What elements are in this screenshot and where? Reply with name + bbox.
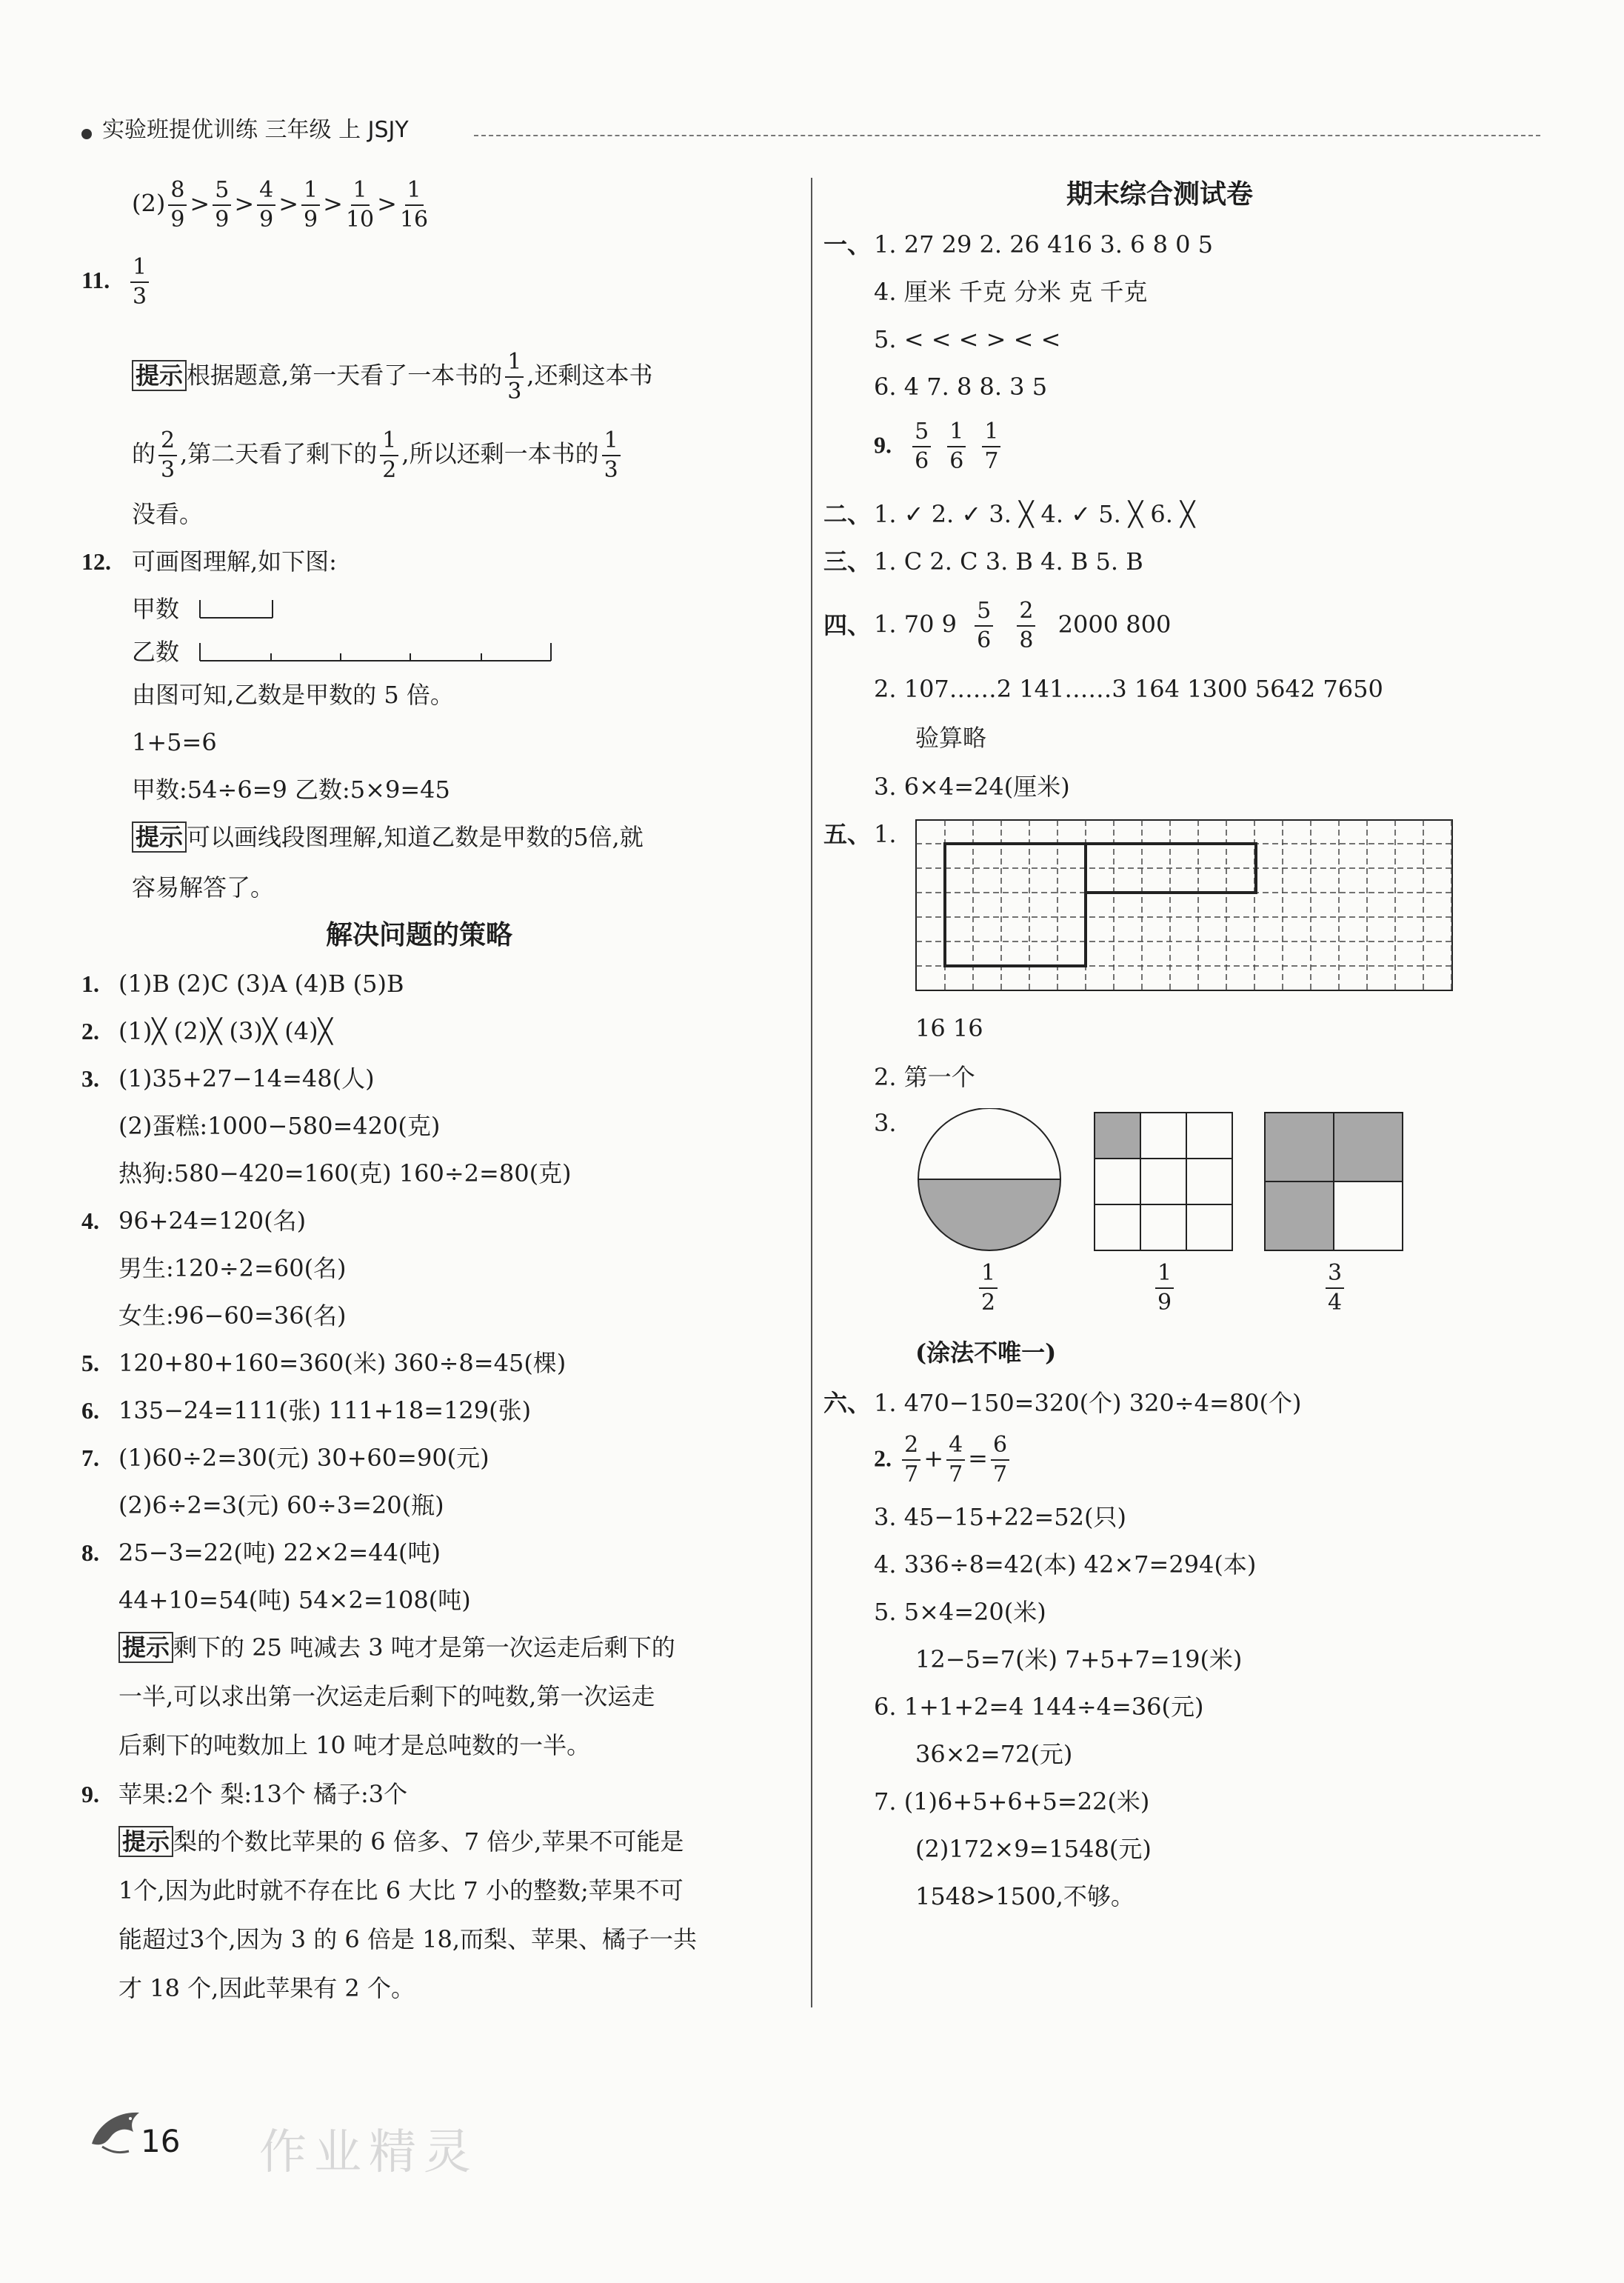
q11-answer (127, 256, 152, 308)
s2-q7-line1: (1)60÷2=30(元) 30+60=90(元) (118, 1444, 489, 1472)
s2-q9-hint2: 1个,因为此时就不存在比 6 大比 7 小的整数;苹果不可 (118, 1876, 684, 1904)
q12-hint-line1: 提示 可以画线段图理解,知道乙数是甲数的5倍,就 (132, 821, 644, 853)
part3-label: 三、 (823, 548, 872, 575)
s2-q1-answer: (1)B (2)C (3)A (4)B (5)B (118, 970, 404, 998)
ninth-shaded-grid (1093, 1111, 1234, 1252)
fraction: $\frac{2}{8}$ (1017, 600, 1035, 652)
fraction: $\frac{2}{3}$ (158, 430, 177, 481)
hint-tag: 提示 (118, 1632, 173, 1663)
dolphin-logo-icon (87, 2102, 147, 2159)
fraction: $\frac{4}{7}$ (946, 1434, 965, 1486)
plus-sign: + (923, 1444, 944, 1473)
segment-a (198, 599, 280, 621)
part5-q3-number: 3. (874, 1109, 897, 1137)
fraction: $\frac{1}{2}$ (380, 430, 398, 481)
fraction (912, 421, 931, 473)
s2-q8-hint2: 一半,可以求出第一次运走后剩下的吨数,第一次运走 (118, 1682, 655, 1710)
part6-line7b: (2)172×9=1548(元) (915, 1835, 1152, 1863)
part6-line4: 4. 336÷8=42(本) 42×7=294(本) (874, 1550, 1257, 1579)
s2-q4-line2: 男生:120÷2=60(名) (118, 1254, 347, 1282)
part1-line5: 5. < < < > < < (874, 325, 1061, 353)
q12-line3: 由图可知,乙数是甲数的 5 倍。 (132, 681, 454, 709)
fraction: $\frac{1}{3}$ (505, 351, 524, 403)
s2-q8-line1: 25−3=22(吨) 22×2=44(吨) (118, 1539, 441, 1567)
s2-q8-hint1: 提示 剩下的 25 吨减去 3 吨才是第一次运走后剩下的 (118, 1631, 675, 1664)
fraction (213, 179, 231, 231)
part2-label: 二、 (823, 501, 872, 527)
hint-tag: 提示 (132, 821, 187, 853)
fraction (346, 179, 374, 231)
fraction (168, 179, 187, 231)
part6-line5: 5. 5×4=20(米) (874, 1598, 1046, 1626)
s2-q8-number: 8. (81, 1539, 99, 1566)
denominator: 10 (345, 207, 375, 233)
part1-label: 一、 (823, 231, 872, 258)
watermark: 作业精灵 (259, 2125, 478, 2180)
part5-grid-answer: 16 16 (915, 1014, 983, 1042)
part1-line9: 9. $\frac{5}{6}$ $\frac{1}{6}$ $\frac{1}{7}$ (874, 421, 1003, 473)
three-quarter-shaded-square (1263, 1111, 1404, 1252)
s2-q7-number: 7. (81, 1444, 99, 1471)
fraction (301, 179, 320, 231)
s2-q8-hint3: 后剩下的吨数加上 10 吨才是总吨数的一半。 (118, 1731, 591, 1759)
s2-q2-number: 2. (81, 1018, 99, 1044)
header-title: 实验班提优训练 三年级 上 JSJY (102, 117, 409, 143)
greater-than-sign: > (323, 189, 343, 218)
q12-line5: 甲数:54÷6=9 乙数:5×9=45 (132, 776, 450, 804)
denominator: 6 (949, 448, 964, 474)
numerator: 4 (257, 179, 275, 206)
part6-line7c: 1548>1500,不够。 (915, 1882, 1135, 1910)
numerator: 1 (351, 179, 370, 206)
numerator: 1 (982, 421, 1000, 447)
s2-q3-number: 3. (81, 1065, 99, 1092)
segment-b (198, 641, 561, 664)
q12-hint-line2: 容易解答了。 (132, 873, 275, 901)
greater-than-sign: > (278, 189, 299, 218)
greater-than-sign: > (377, 189, 397, 218)
fraction: $\frac{3}{4}$ (1326, 1262, 1344, 1314)
part6-line6: 6. 1+1+2=4 144÷4=36(元) (874, 1693, 1204, 1721)
s2-q4-number: 4. (81, 1207, 99, 1234)
part6-line6b: 36×2=72(元) (915, 1740, 1073, 1768)
dotted-grid-figure (915, 819, 1454, 993)
s2-q9-hint3: 能超过3个,因为 3 的 6 倍是 18,而梨、苹果、橘子一共 (118, 1925, 698, 1953)
part2-answers: 1. ✓ 2. ✓ 3. ╳ 4. ✓ 5. ╳ 6. ╳ (874, 500, 1195, 528)
s2-q9-hint1: 提示 梨的个数比苹果的 6 倍多、7 倍少,苹果不可能是 (118, 1825, 684, 1858)
part4-line3: 3. 6×4=24(厘米) (874, 773, 1070, 801)
half-shaded-circle (912, 1108, 1068, 1256)
l10-2-fractions: (2) $\frac{8}{9}$ > $\frac{5}{9}$ > $\frac{4}{9}$ > $\frac{1}{9}$ > $\frac{1}{10}$ > $\frac{1}{16}$ (132, 179, 431, 231)
part4-label: 四、 (823, 612, 872, 639)
fraction: $\frac{1}{2}$ (979, 1262, 998, 1314)
s2-q4-line1: 96+24=120(名) (118, 1207, 307, 1235)
part1-line4: 4. 厘米 千克 分米 克 千克 (874, 278, 1148, 306)
part6-line3: 3. 45−15+22=52(只) (874, 1503, 1126, 1531)
numerator: 1 (947, 421, 966, 447)
part5-label: 五、 (823, 821, 872, 847)
denominator: 9 (170, 207, 185, 233)
q11-hint-line3: 没看。 (132, 500, 204, 528)
q12-line4: 1+5=6 (132, 728, 217, 756)
numerator: 5 (213, 179, 231, 206)
part3-answers: 1. C 2. C 3. B 4. B 5. B (874, 547, 1143, 576)
q12-a-label: 甲数 (132, 595, 180, 623)
s2-q2-answer: (1)╳ (2)╳ (3)╳ (4)╳ (118, 1017, 333, 1045)
hint-tag: 提示 (132, 360, 187, 391)
q12-b-label: 乙数 (132, 638, 180, 666)
part6-label: 六、 (823, 1390, 872, 1416)
denominator: 9 (259, 207, 274, 233)
denominator: 7 (984, 448, 999, 474)
hint-tag: 提示 (118, 1826, 173, 1857)
greater-than-sign: > (234, 189, 255, 218)
s2-q6-line1: 135−24=111(张) 111+18=129(张) (118, 1396, 532, 1424)
s2-q7-line2: (2)6÷2=3(元) 60÷3=20(瓶) (118, 1491, 444, 1519)
s2-q4-line3: 女生:96−60=36(名) (118, 1302, 347, 1330)
part6-line5b: 12−5=7(米) 7+5+7=19(米) (915, 1645, 1243, 1673)
part5-note: (涂法不唯一) (915, 1339, 1057, 1367)
shade-fraction-1 (976, 1262, 1000, 1314)
part1-line1: 1. 27 29 2. 26 416 3. 6 8 0 5 (874, 230, 1213, 259)
numerator: 8 (168, 179, 187, 206)
s2-q5-number: 5. (81, 1350, 99, 1376)
fraction (982, 421, 1000, 473)
column-divider (811, 178, 812, 2007)
s2-q1-number: 1. (81, 970, 99, 997)
part4-line1: 1. 70 9 $\frac{5}{6}$ $\frac{2}{8}$ 2000 800 (874, 598, 1172, 653)
denominator: 16 (399, 207, 429, 233)
numerator: 1 (405, 179, 424, 206)
part5-q2: 2. 第一个 (874, 1063, 975, 1091)
part5-q1-number: 1. (874, 820, 897, 848)
fraction (400, 179, 428, 231)
s2-q3-line1: (1)35+27−14=48(人) (118, 1064, 375, 1093)
part4-line2b: 验算略 (915, 724, 987, 752)
q11-hint-line1: 提示 根据题意,第一天看了一本书的 $\frac{1}{3}$ ,还剩这本书 (132, 351, 652, 403)
fraction (947, 421, 966, 473)
part6-line1: 1. 470−150=320(个) 320÷4=80(个) (874, 1389, 1302, 1417)
q12-text: 可画图理解,如下图: (132, 547, 337, 576)
greater-than-sign: > (190, 189, 210, 218)
q11-hint-line2: 的 $\frac{2}{3}$ ,第二天看了剩下的 $\frac{1}{2}$ ,所以还剩一本书的 $\frac{1}{3}$ (132, 430, 624, 481)
part1-line6: 6. 4 7. 8 8. 3 5 (874, 373, 1048, 401)
fraction: $\frac{1}{3}$ (130, 256, 149, 308)
s2-q3-line2: (2)蛋糕:1000−580=420(克) (118, 1112, 441, 1140)
s2-q9-number: 9. (81, 1781, 99, 1807)
s2-q9-line1: 苹果:2个 梨:13个 橘子:3个 (118, 1780, 408, 1808)
fraction: $\frac{1}{3}$ (602, 430, 621, 481)
denominator: 6 (915, 448, 929, 474)
fraction: $\frac{6}{7}$ (991, 1434, 1009, 1486)
shade-fraction-3 (1323, 1262, 1347, 1314)
page-number: 16 (141, 2123, 181, 2159)
s2-q8-line2: 44+10=54(吨) 54×2=108(吨) (118, 1586, 471, 1614)
q12-number: 12. (81, 548, 111, 575)
s2-q3-line3: 热狗:580−420=160(克) 160÷2=80(克) (118, 1159, 572, 1187)
header-rule (474, 135, 1540, 136)
s2-q6-number: 6. (81, 1397, 99, 1424)
part6-line7: 7. (1)6+5+6+5=22(米) (874, 1787, 1150, 1816)
s2-q5-line1: 120+80+160=360(米) 360÷8=45(棵) (118, 1349, 567, 1377)
denominator: 9 (215, 207, 230, 233)
header-dot (81, 129, 92, 139)
fraction: $\frac{2}{7}$ (902, 1434, 920, 1486)
equals-sign: = (968, 1444, 988, 1473)
s2-q9-hint4: 才 18 个,因此苹果有 2 个。 (118, 1974, 415, 2002)
shade-fraction-2 (1152, 1262, 1177, 1314)
part4-line2: 2. 107……2 141……3 164 1300 5642 7650 (874, 675, 1383, 703)
numerator: 5 (912, 421, 931, 447)
fraction: $\frac{1}{9}$ (1155, 1262, 1174, 1314)
part6-line2: 2. $\frac{2}{7}$ + $\frac{4}{7}$ = $\frac{6}{7}$ (874, 1434, 1012, 1486)
numerator: 1 (301, 179, 320, 206)
fraction (257, 179, 275, 231)
denominator: 9 (304, 207, 318, 233)
section-title-strategy: 解决问题的策略 (326, 920, 513, 950)
fraction: $\frac{5}{6}$ (975, 600, 993, 652)
section-title-final-exam: 期末综合测试卷 (1066, 179, 1254, 210)
q11-number: 11. (81, 267, 110, 293)
